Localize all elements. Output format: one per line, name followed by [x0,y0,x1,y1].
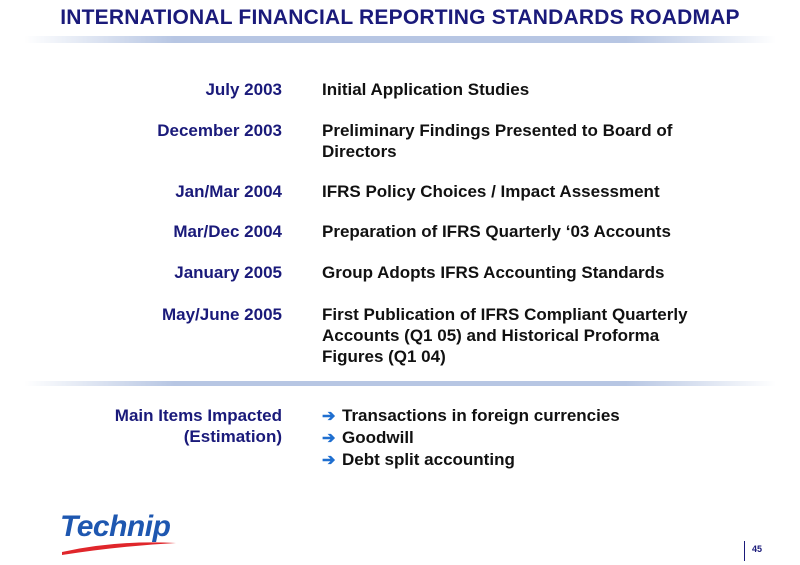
timeline-date: December 2003 [157,121,282,140]
description-line: Directors [322,142,397,161]
impact-item-text: Transactions in foreign currencies [342,406,620,425]
description-line: Figures (Q1 04) [322,347,446,366]
page-number: 45 [752,544,763,554]
timeline-date: Mar/Dec 2004 [173,222,282,241]
impact-label-line: Main Items Impacted [114,406,282,425]
impact-label-line: (Estimation) [183,427,282,446]
description-line: Accounts (Q1 05) and Historical Proforma [322,326,660,345]
impact-item [322,449,742,471]
impact-label [42,405,282,447]
impact-item-text: Debt split accounting [342,450,515,469]
timeline-date: Jan/Mar 2004 [175,182,282,201]
description-line: Group Adopts IFRS Accounting Standards [322,263,665,282]
section-divider [24,381,776,386]
timeline-description [322,304,742,367]
page-title: INTERNATIONAL FINANCIAL REPORTING STANDARDS ROADMAP [60,6,740,29]
impact-item [322,427,742,449]
description-line: Initial Application Studies [322,80,530,99]
arrow-right-icon: ➔ [322,408,336,425]
timeline-date: January 2005 [174,263,282,282]
impact-item [322,405,742,427]
title-divider [24,36,776,43]
impact-item-text: Goodwill [342,428,414,447]
timeline-description [322,262,742,283]
timeline-description [322,79,742,100]
arrow-right-icon: ➔ [322,452,336,469]
technip-logo [60,510,180,556]
description-line: Preliminary Findings Presented to Board of [322,121,673,140]
description-line: IFRS Policy Choices / Impact Assessment [322,182,660,201]
logo-text: Technip [60,510,171,543]
timeline-description [322,221,742,242]
timeline-description [322,120,742,162]
description-line: First Publication of IFRS Compliant Quarterly [322,305,688,324]
logo-swoosh [60,510,180,556]
page-number-marker [744,541,745,561]
description-line: Preparation of IFRS Quarterly ‘03 Accounts [322,222,671,241]
arrow-right-icon: ➔ [322,430,336,447]
impact-list [322,405,742,471]
timeline-date: July 2003 [205,80,282,99]
timeline-description [322,181,742,202]
timeline-date: May/June 2005 [161,305,282,324]
